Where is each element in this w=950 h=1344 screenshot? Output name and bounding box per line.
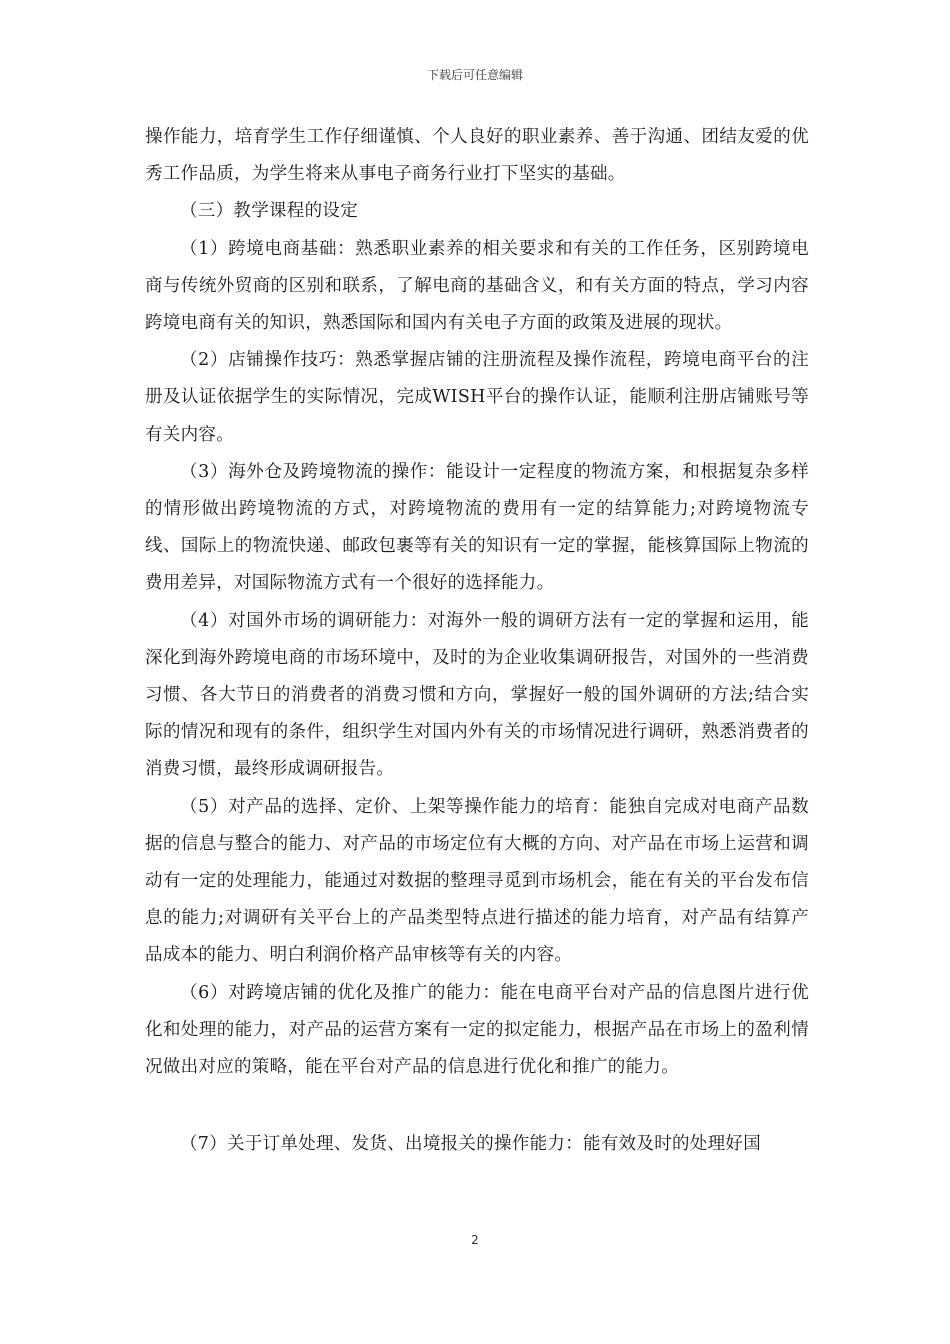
paragraph-continuation: 操作能力，培育学生工作仔细谨慎、个人良好的职业素养、善于沟通、团结友爱的优秀工作品质，为学生将来从事电子商务行业打下坚实的基础。	[145, 127, 809, 185]
paragraph-item-4: （4）对国外市场的调研能力：对海外一般的调研方法有一定的掌握和运用，能深化到海外跨境电商的市场环境中，及时的为企业收集调研报告，对国外的一些消费习惯、各大节日的消费者的消费习惯和方向，掌握好一般的国外调研的方法;结合实际的情况和现有的条件，组织学生对国内外有关的市场情况进行调研，熟悉消费者的消费习惯，最终形成调研报告。	[145, 610, 809, 780]
paragraph-item-3: （3）海外仓及跨境物流的操作：能设计一定程度的物流方案，和根据复杂多样的情形做出跨境物流的方式，对跨境物流的费用有一定的结算能力;对跨境物流专线、国际上的物流快递、邮政包裹等有关的知识有一定的掌握，能核算国际上物流的费用差异，对国际物流方式有一个很好的选择能力。	[145, 461, 809, 594]
section-heading: （三）教学课程的设定	[180, 201, 358, 222]
paragraph-gap	[145, 1086, 809, 1126]
page-header: 下载后可任意编辑	[426, 68, 523, 82]
page-number: 2	[471, 1233, 479, 1247]
document-body	[145, 119, 809, 1163]
paragraph-item-6: （6）对跨境店铺的优化及推广的能力：能在电商平台对产品的信息图片进行优化和处理的能力，对产品的运营方案有一定的拟定能力，根据产品在市场上的盈利情况做出对应的策略，能在平台对产品的信息进行优化和推广的能力。	[145, 982, 809, 1078]
paragraph-item-2: （2）店铺操作技巧：熟悉掌握店铺的注册流程及操作流程，跨境电商平台的注册及认证依据学生的实际情况，完成WISH平台的操作认证，能顺利注册店铺账号等有关内容。	[145, 350, 809, 445]
paragraph-item-1: （1）跨境电商基础：熟悉职业素养的相关要求和有关的工作任务，区别跨境电商与传统外贸商的区别和联系，了解电商的基础含义，和有关方面的特点，学习内容跨境电商有关的知识，熟悉国际和国内有关电子方面的政策及进展的现状。	[145, 238, 809, 334]
paragraph-item-5: （5）对产品的选择、定价、上架等操作能力的培育：能独自完成对电商产品数据的信息与整合的能力、对产品的市场定位有大概的方向、对产品在市场上运营和调动有一定的处理能力，能通过对数据的整理寻觅到市场机会，能在有关的平台发布信息的能力;对调研有关平台上的产品类型特点进行描述的能力培育，对产品有结算产品成本的能力、明白利润价格产品审核等有关的内容。	[145, 796, 809, 966]
paragraph-item-7: （7）关于订单处理、发货、出境报关的操作能力：能有效及时的处理好国	[180, 1134, 762, 1155]
